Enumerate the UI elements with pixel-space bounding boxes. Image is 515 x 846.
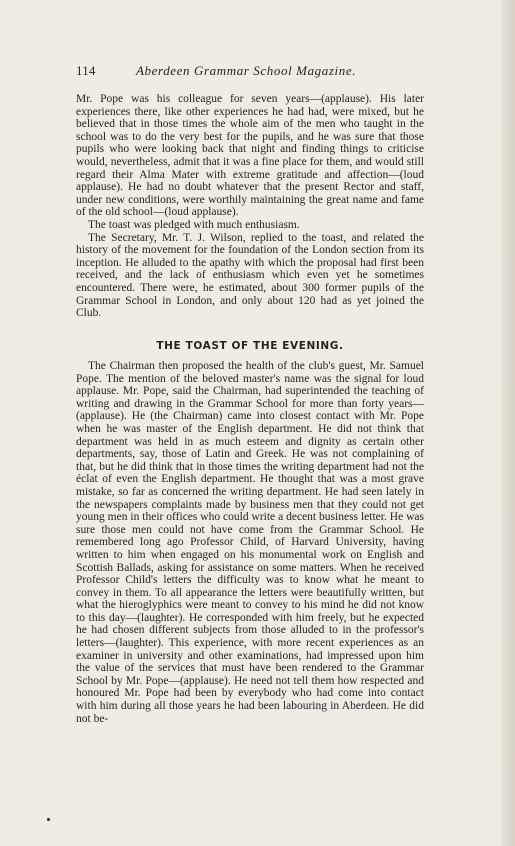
page-spine-shadow — [501, 0, 515, 846]
running-header — [76, 63, 396, 79]
toast-section — [76, 360, 424, 725]
margin-mark — [47, 818, 50, 821]
section-heading: THE TOAST OF THE EVENING. — [156, 340, 344, 352]
page-number: 114 — [76, 63, 96, 78]
body-paragraph: Mr. Pope was his colleague for seven years—(applause). His later experiences there, like other experiences he had had, were mixed, but he believed that in those times the whole aim of the men who taught in the school was to do the very best for the pupils, and he was sure that those pupils who were looking back that night and finding things to criticise would, nevertheless, admit that it was a fine place for them, and would still regard their Alma Mater with extreme gratitude and affection—(loud applause). He had no doubt whatever that the present Rector and staff, under new conditions, were worthily maintaining the great name and fame of the old school—(loud applause). — [76, 93, 424, 219]
journal-title: Aberdeen Grammar School Magazine. — [136, 63, 357, 78]
body-paragraph: The Secretary, Mr. T. J. Wilson, replied to the toast, and related the history of the movement for the foundation of the London section from its inception. He alluded to the apathy with which the proposal had first been received, and the lack of enthusiasm which even yet he sometimes encountered. There were, he estimated, about 300 former pupils of the Grammar School in London, and only about 120 had as yet joined the Club. — [76, 231, 424, 320]
body-paragraph: The toast was pledged with much enthusiasm. — [88, 218, 300, 231]
article-continuation — [76, 93, 424, 320]
body-paragraph: The Chairman then proposed the health of the club's guest, Mr. Samuel Pope. The mention of the beloved master's name was the signal for loud applause. Mr. Pope, said the Chairman, had superintended the teaching of writing and drawing in the Grammar School for more than forty years—(applause). He (the Chairman) came into closest contact with Mr. Pope when he was master of the English department. He did not think that department was held in as much esteem and dignity as certain other departments, say, those of Latin and Greek. He was not complaining of that, but he did think that in those times the writing department had not the éclat of even the English department. He thought that was a most grave mistake, so far as concerned the writing department. He had seen lately in the newspapers complaints made by business men that they could not get young men in their offices who could write a decent business letter. He was sure those men could not have come from the Grammar School. He remembered long ago Professor Child, of Harvard University, having written to him when engaged on his monumental work on English and Scottish Ballads, asking for assistance on some matters. When he received Professor Child's letters the difficulty was to know what he meant to convey in them. To all appearance the letters were beautifully written, but what the hieroglyphics were meant to convey to his mind he did not know to this day—(laughter). He corresponded with him freely, but he expected he had chosen different subjects from those alluded to in the professor's letters—(laughter). This experience, with more recent experiences as an examiner in university and other examinations, had impressed upon him the value of the services that must have been rendered to the Grammar School by Mr. Pope—(applause). He need not tell them how respected and honoured Mr. Pope had been by everybody who had come into contact with him during all those years he had been labouring in Aberdeen. He did not be- — [76, 360, 424, 725]
